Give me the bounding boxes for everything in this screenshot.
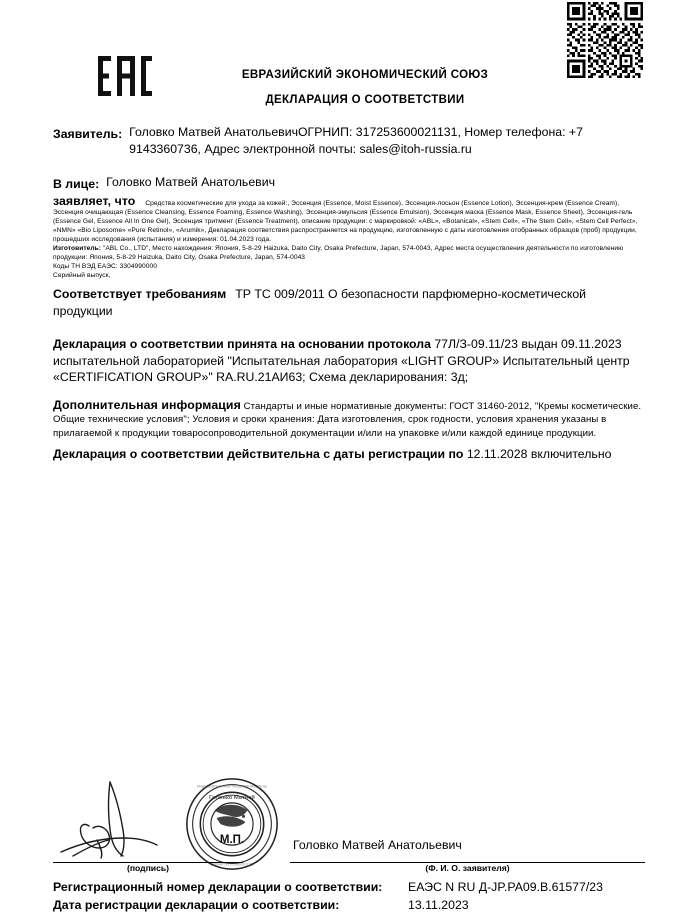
svg-text:ОГРНИП 317253600021131: ОГРНИП 317253600021131 [210, 862, 254, 867]
additional-info-value: Стандарты и иные нормативные документы: ГОСТ 31460-2012, "Кремы косметические. Общие технические условия"; Условия и сроки хранения: Дата изготовления, срок годности, условия хранения указаны в прилагаемой к продукции товаросопроводительной документации и/или на упаковке и/или каждой единице продукции. [53, 400, 642, 439]
declares-product-text: Средства косметические для ухода за кожей:, Эссенция (Essence, Moist Essence), Эссенция-лосьон (Essence Lotion), Эссенция-крем (Essence Cream), Эссенция очищающая (Essence Cleansing, Essence Foaming, Essence Washing), Эссенция-эмульсия (Essence Emulsion), Эссенция маска (Essence Mask, Essence Sheet), Эссенция-гель (Essence Gel, Essence All In One Gel), Эссенция тритмент (Essence Treatment), описание продукции: с маркировкой: «ABL», «Botanical», «Stem Cell», «The Stem Cell», «Stem Cell Perfect», «NMN» «Bio Liposome» «Pure Retinol», «Arumik», Декларация соответствия распространяется на продукцию, изготовленную с даты изготовления отобранных образцов (проб) продукции, прошедших исследования (испытания) и измерения: 01.04.2023 года. [53, 199, 638, 243]
registration-number-value: ЕАЭС N RU Д-JP.РА09.В.61577/23 [408, 880, 603, 894]
applicant-signer-name: Головко Матвей Анатольевич [293, 838, 462, 852]
manufacturer-paragraph [53, 244, 645, 262]
validity-block [53, 446, 645, 463]
signature-area [53, 776, 645, 912]
represented-by-value: Головко Матвей Анатольевич [106, 175, 275, 189]
seal-text: М.П. [219, 834, 245, 847]
declares-product-paragraph [53, 193, 645, 244]
additional-info-block [53, 399, 645, 440]
manufacturer-value: "ABL Co., LTD", Место нахождения: Япония, 5-8-29 Haizuka, Daito City, Osaka Prefecture, Japan, 574-0043, Адрес места осуществления деятельности по изготовлению продукции: Япония, 5-8-29 Haizuka, Daito City, Osaka Prefecture, Japan, 574-0043 [53, 244, 624, 262]
registration-rows [53, 878, 645, 914]
represented-by-block [53, 174, 645, 191]
registration-number-label: Регистрационный номер декларации о соответствии: [53, 880, 383, 894]
registration-date-label: Дата регистрации декларации о соответствии: [53, 898, 340, 912]
additional-info-label: Дополнительная информация [53, 397, 241, 412]
applicant-block [53, 124, 645, 157]
serial-release-line: Серийный выпуск, [53, 272, 111, 280]
header-document-title: ДЕКЛАРАЦИЯ О СООТВЕТСТВИИ [265, 93, 465, 106]
official-seal [184, 776, 280, 872]
eac-conformity-mark-icon [97, 53, 153, 99]
svg-text:ИНДИВИДУАЛЬНЫЙ ПРЕДПРИНИМАТЕЛЬ: ИНДИВИДУАЛЬНЫЙ ПРЕДПРИНИМАТЕЛЬ [196, 784, 268, 789]
qr-code [565, 2, 645, 78]
applicant-value: Головко Матвей АнатольевичОГРНИП: 317253600021131, Номер телефона: +7 9143360736, Адрес электронной почты: sales@itoh-russia.ru [129, 125, 583, 156]
registration-date-row [53, 896, 645, 914]
svg-text:Головко Матвей: Головко Матвей [209, 795, 255, 802]
validity-value: 12.11.2028 включительно [466, 447, 612, 462]
conformity-value: ТР ТС 009/2011 О безопасности парфюмерно-косметической продукции [53, 287, 587, 318]
validity-label: Декларация о соответствии действительна с даты регистрации по [53, 447, 464, 462]
basis-block [53, 336, 645, 386]
registration-date-value: 13.11.2023 [408, 898, 469, 912]
signature-caption: (подпись) [126, 863, 170, 873]
manufacturer-label: Изготовитель: [53, 244, 102, 252]
registration-number-row [53, 878, 645, 896]
declares-block [53, 193, 645, 281]
applicant-name-caption: (Ф. И. О. заявителя) [425, 863, 510, 873]
basis-label: Декларация о соответствии принята на основании протокола [53, 337, 431, 352]
customs-codes-line: Коды ТН ВЭД ЕАЭС: 3304990000 [53, 263, 157, 271]
represented-by-label: В лице: [53, 177, 100, 191]
document-header [175, 70, 555, 106]
conformity-label: Соответствует требованиям [53, 287, 227, 302]
handwritten-signature [53, 778, 193, 860]
basis-value: 77Л/З-09.11/23 выдан 09.11.2023 испытательной лабораторией "Испытательная лаборатория «LIGHT GROUP» Испытательный центр «CERTIFICATION GROUP»" RA.RU.21АИ63; Схема декларирования: 3д; [53, 337, 630, 385]
conformity-block [53, 286, 645, 319]
declares-label: заявляет, что [53, 193, 136, 208]
additional-info-paragraph [53, 399, 645, 440]
applicant-label: Заявитель: [53, 127, 123, 141]
document-body [53, 124, 645, 463]
header-union-title: ЕВРАЗИЙСКИЙ ЭКОНОМИЧЕСКИЙ СОЮЗ [241, 69, 489, 81]
